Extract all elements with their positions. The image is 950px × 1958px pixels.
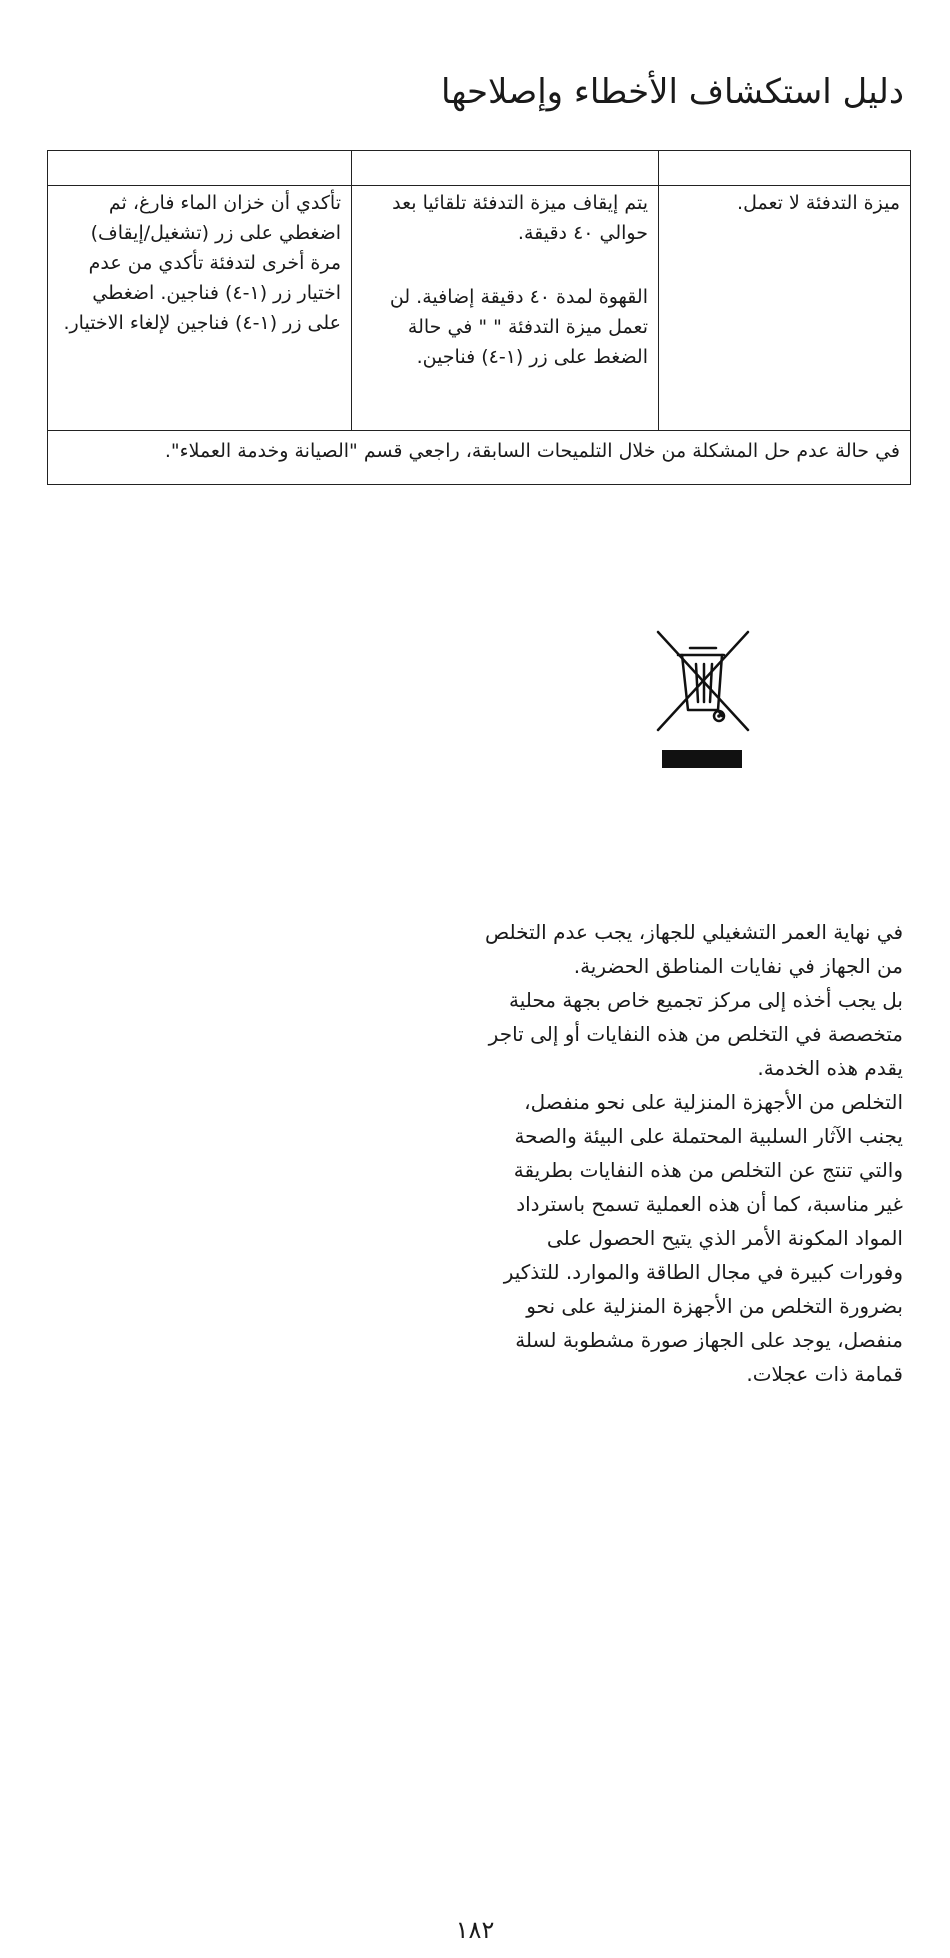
solution-cell: تأكدي أن خزان الماء فارغ، ثم اضغطي على زر (تشغيل/إيقاف) مرة أخرى لتدفئة تأكدي من عدم اختيار زر (١-٤) فناجين. اضغطي على زر (١-٤) فناجين لإلغاء الاختيار. (48, 186, 352, 431)
cause-text-a: يتم إيقاف ميزة التدفئة تلقائيا بعد حوالي ٤٠ دقيقة. (392, 192, 648, 244)
table-header-problem (659, 151, 911, 186)
table-row (48, 186, 911, 431)
disposal-paragraph-2: بل يجب أخذه إلى مركز تجميع خاص بجهة محلية متخصصة في التخلص من هذه النفايات أو إلى تاجر يقدم هذه الخدمة. (488, 988, 903, 1080)
table-note-row (48, 430, 911, 484)
disposal-text (483, 915, 903, 1391)
cause-cell (352, 186, 659, 431)
cause-text-b: القهوة لمدة ٤٠ دقيقة إضافية. لن تعمل ميزة التدفئة " " في حالة الضغط على زر (١-٤) فناجين. (389, 286, 648, 368)
page-number: ١٨٢ (455, 1916, 495, 1944)
table-note: في حالة عدم حل المشكلة من خلال التلميحات السابقة، راجعي قسم "الصيانة وخدمة العملاء". (48, 430, 911, 484)
table-header-cause (352, 151, 659, 186)
disposal-paragraph-1: في نهاية العمر التشغيلي للجهاز، يجب عدم التخلص من الجهاز في نفايات المناطق الحضرية. (485, 920, 903, 978)
troubleshooting-table (47, 150, 911, 485)
crossed-out-wheelie-bin-icon (652, 628, 754, 770)
page-title: دليل استكشاف الأخطاء وإصلاحها (440, 72, 904, 112)
disposal-paragraph-3: التخلص من الأجهزة المنزلية على نحو منفصل، يجنب الآثار السلبية المحتملة على البيئة والصحة والتي تنتج عن التخلص من هذه النفايات بطريقة غير مناسبة، كما أن هذه العملية تسمح باسترداد المواد المكونة الأمر الذي يتيح الحصول على وفورات كبيرة في مجال الطاقة والموارد. للتذكير بضرورة التخلص من الأجهزة المنزلية على نحو منفصل، يوجد على الجهاز صورة مشطوبة لسلة قمامة ذات عجلات. (503, 1090, 903, 1386)
table-header-solution (48, 151, 352, 186)
table-header-row (48, 151, 911, 186)
problem-cell: ميزة التدفئة لا تعمل. (659, 186, 911, 431)
